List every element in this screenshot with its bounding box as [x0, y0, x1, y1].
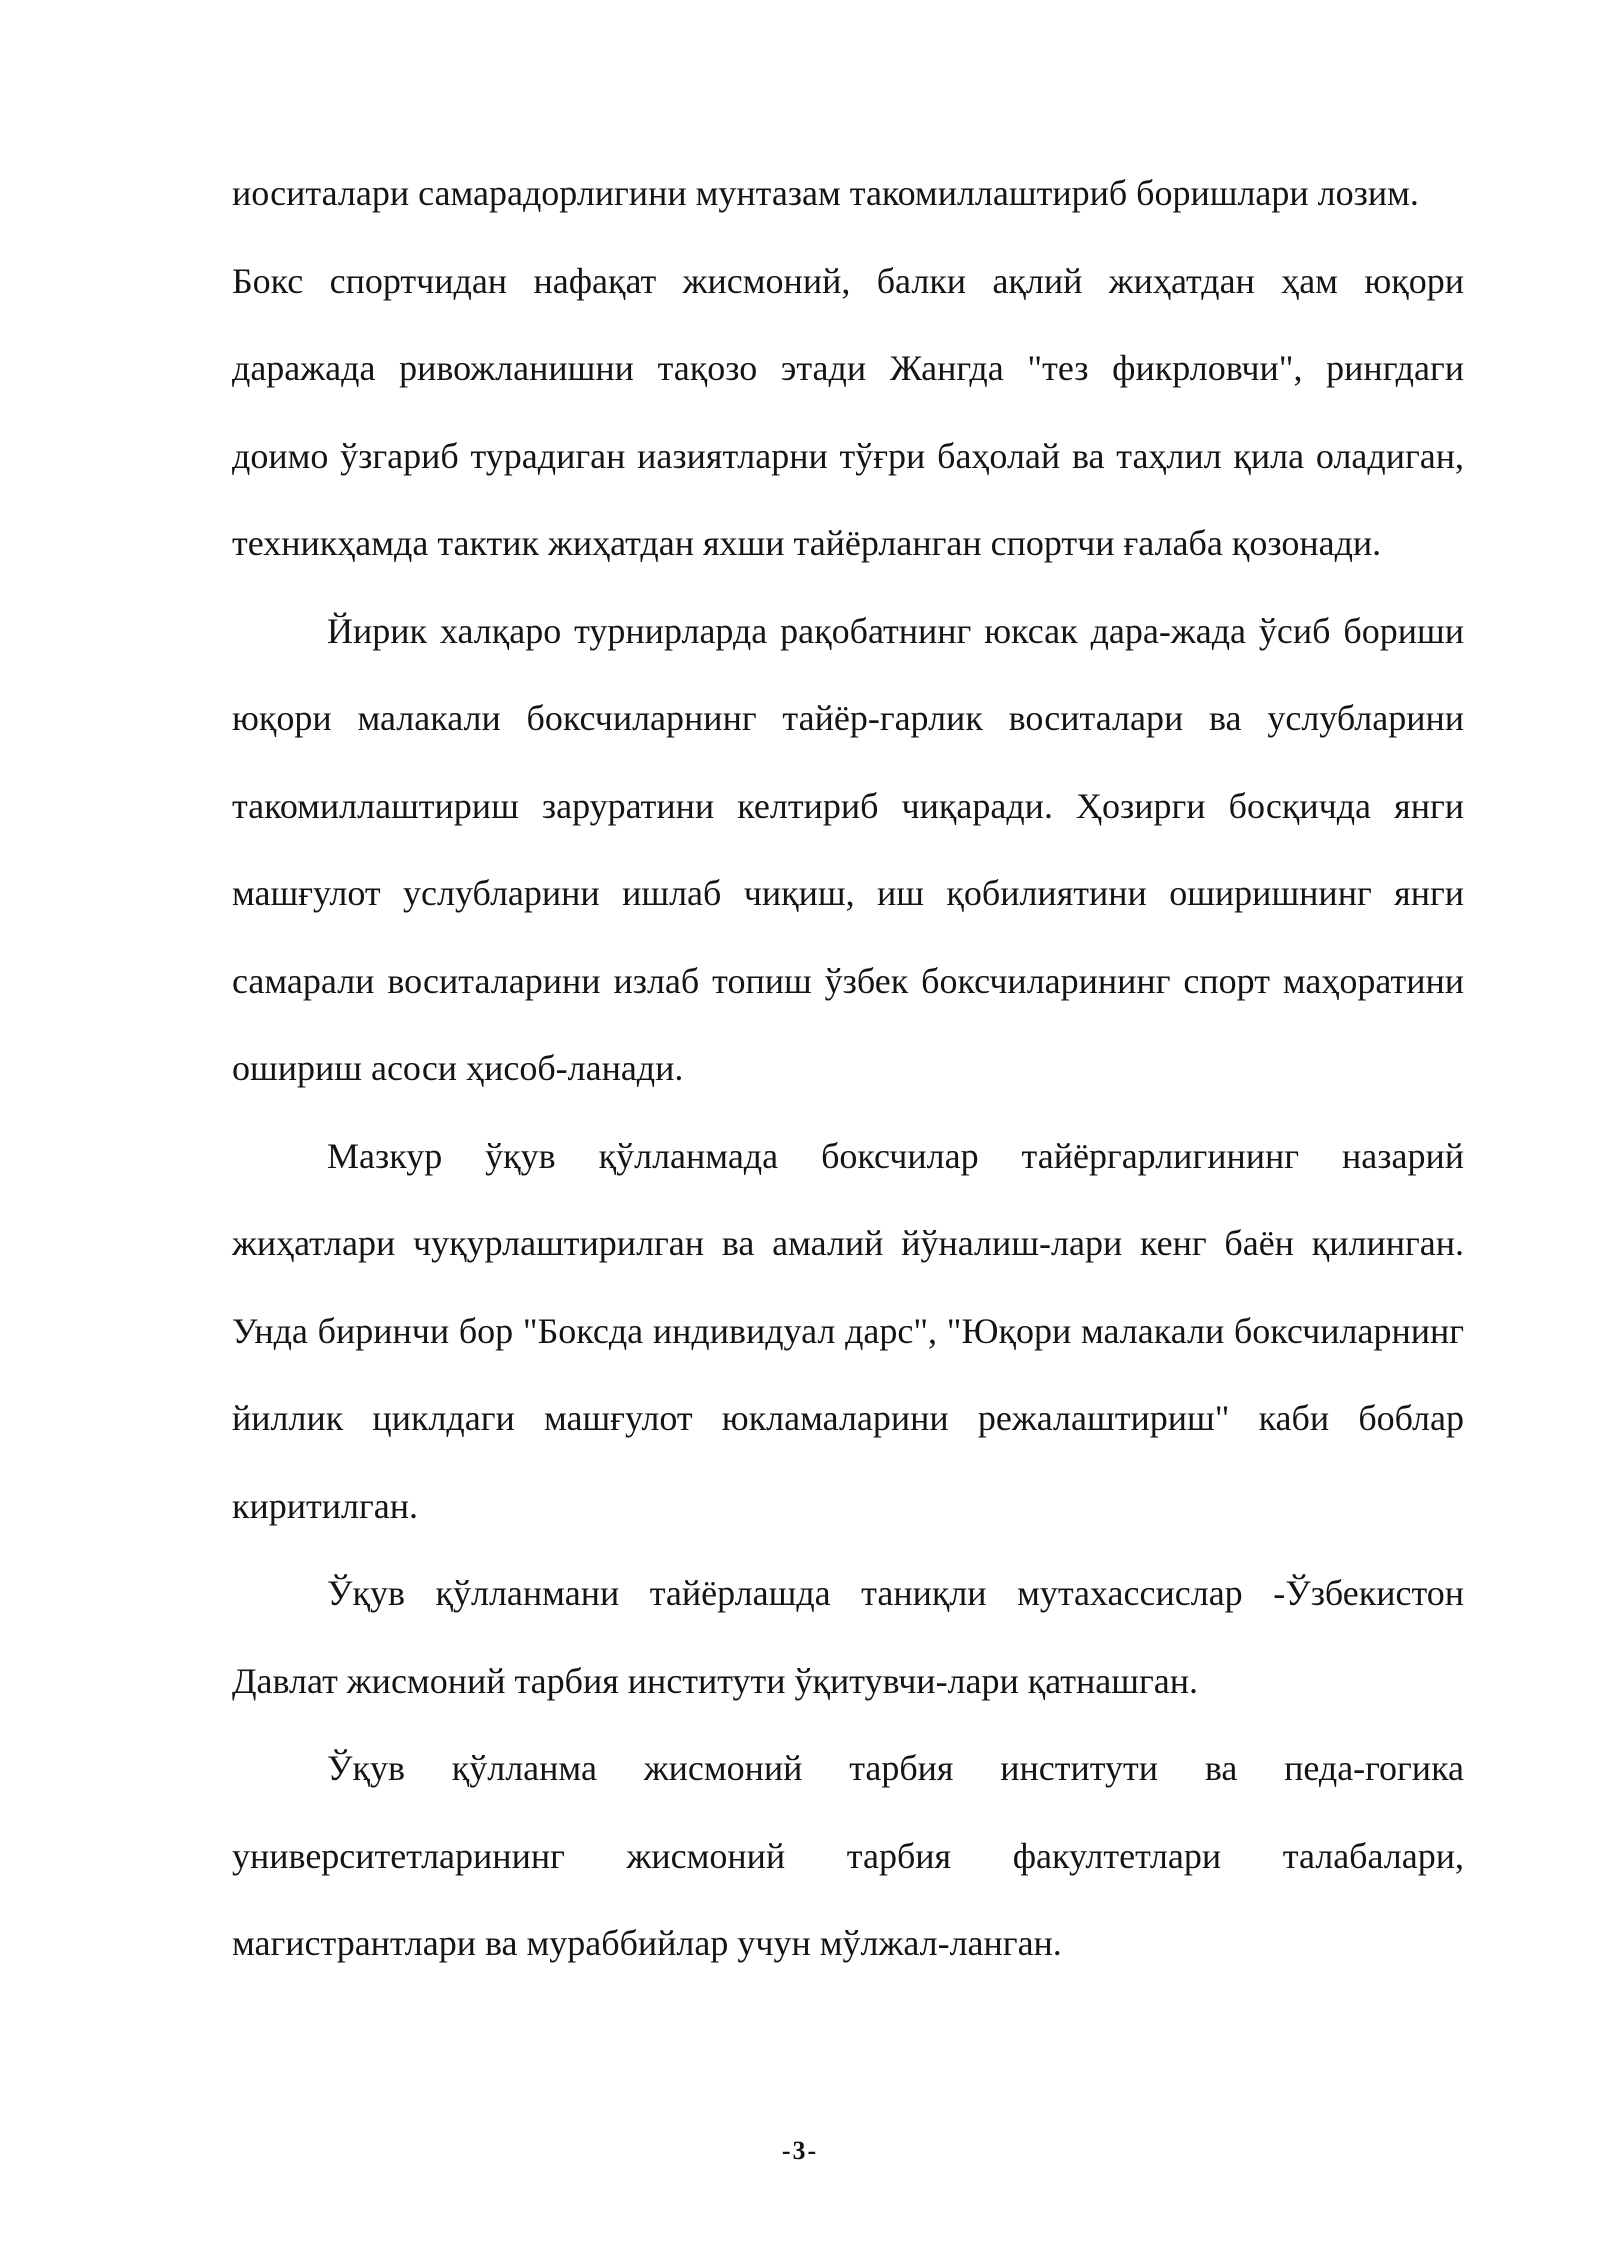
paragraph-4: Мазкур ўқув қўлланмада боксчилар тайёргарлигининг назарий жиҳатлари чуқурлаштирилган ва амалий йўналиш-лари кенг баён қилинган. Унда биринчи бор "Боксда индивидуал дарс", "Юқори малакали боксчиларнинг йиллик циклдаги машғулот юкламаларини режалаштириш" каби боблар киритилган.	[232, 1135, 1464, 1526]
paragraph-1: иоситалари самарадорлигини мунтазам такомиллаштириб боришлари лозим.	[232, 173, 1419, 213]
paragraph-6: Ўқув қўлланма жисмоний тарбия институти ва педа-гогика университетларининг жисмоний тарбия факултетлари талабалари, магистрантлари ва мураббийлар учун мўлжал-ланган.	[232, 1748, 1464, 1963]
document-body	[232, 150, 1464, 1988]
paragraph-5: Ўқув қўлланмани тайёрлашда таниқли мутахассислар -Ўзбекистон Давлат жисмоний тарбия институти ўқитувчи-лари қатнашган.	[232, 1573, 1464, 1701]
paragraph-3: Йирик халқаро турнирларда рақобатнинг юксак дара-жада ўсиб бориши юқори малакали боксчиларнинг тайёр-гарлик воситалари ва услубларини такомиллаштириш заруратини келтириб чиқаради. Ҳозирги босқичда янги машғулот услубларини ишлаб чиқиш, иш қобилиятини оширишнинг янги самарали воситаларини излаб топиш ўзбек боксчиларининг спорт маҳоратини ошириш асоси ҳисоб-ланади.	[232, 610, 1464, 1088]
paragraph-2: Бокс спортчидан нафақат жисмоний, балки ақлий жиҳатдан ҳам юқори даражада ривожланишни тақозо этади Жангда "тез фикрловчи", рингдаги доимо ўзгариб турадиган иазиятларни тўғри баҳолай ва таҳлил қила оладиган, техникҳамда тактик жиҳатдан яхши тайёрланган спортчи ғалаба қозонади.	[232, 260, 1464, 563]
page-number: -3-	[781, 2136, 819, 2165]
